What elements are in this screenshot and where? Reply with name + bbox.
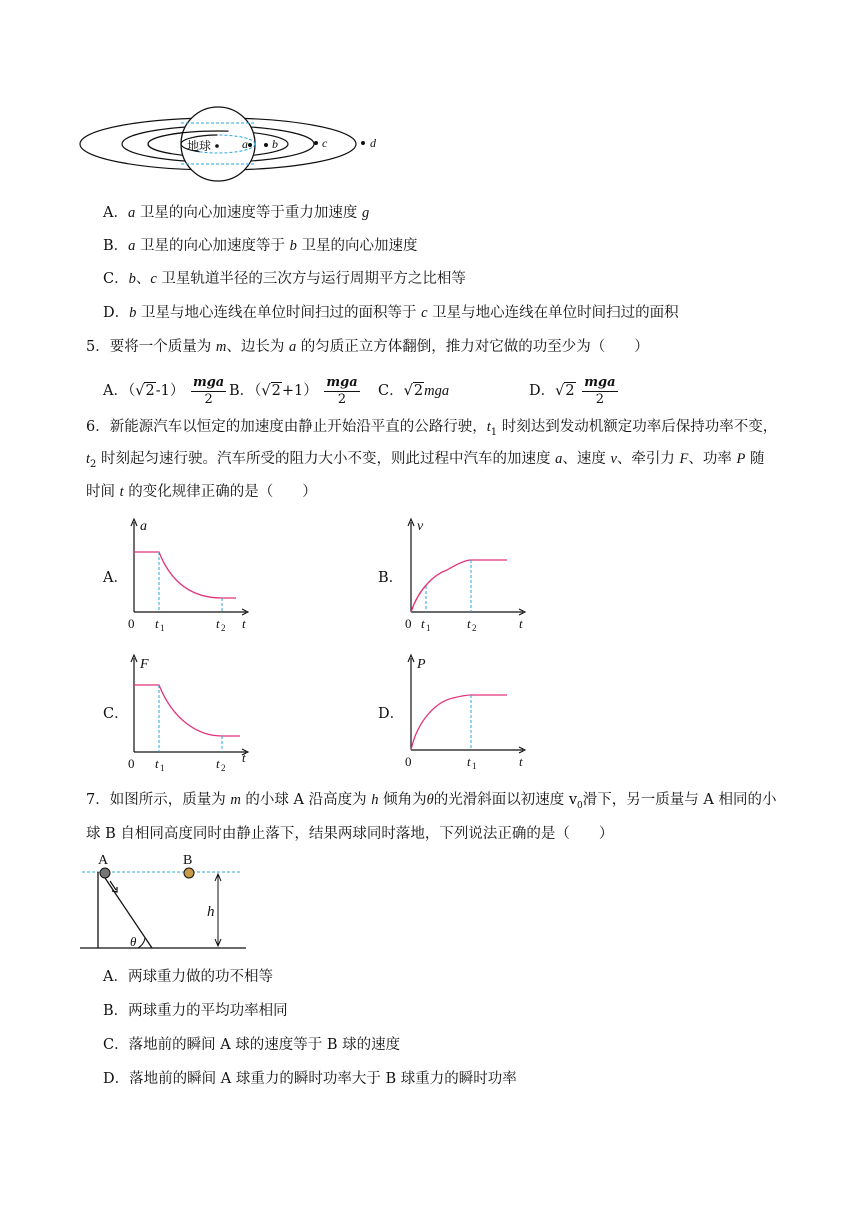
svg-text:1: 1 [160,623,165,633]
q4-option-d[interactable]: D．b 卫星与地心连线在单位时间扫过的面积等于 c 卫星与地心连线在单位时间扫过的面积 [103,305,679,321]
svg-text:1: 1 [426,623,431,633]
q7-option-b[interactable]: B．两球重力的平均功率相同 [103,1003,288,1019]
q6-graph-b[interactable] [395,516,535,636]
orbit-label-a: a [242,137,248,151]
svg-text:0: 0 [128,616,135,631]
q7-incline-figure [76,850,256,954]
q5-option-d[interactable]: D．√2 $\frac{\text{mga}}{2}$ [529,374,616,407]
q6-stem-line1: 6．新能源汽车以恒定的加速度由静止开始沿平直的公路行驶，$t_1$ 时刻达到发动机额定功率后保持功率不变， [86,419,778,438]
svg-text:0: 0 [128,756,135,771]
q7-stem-line1: 7．如图所示，质量为 m 的小球 A 沿高度为 h 倾角为θ的光滑斜面以初速度 $v_0$滑下，另一质量与 A 相同的小 [86,792,777,811]
svg-text:F: F [140,657,149,672]
svg-text:t: t [519,616,523,631]
q6-graph-a[interactable] [118,516,258,636]
q5-stem: 5．要将一个质量为 m、边长为 a 的匀质正立方体翻倒，推力对它做的功至少为（ ） [86,339,649,355]
svg-text:t: t [242,750,246,765]
svg-text:t: t [421,616,425,631]
q5-option-b[interactable]: B．（√2+1） $\frac{\text{mga}}{2}$ [229,374,358,407]
svg-text:t: t [467,754,471,769]
q6-graph-d[interactable] [395,652,535,772]
svg-text:1: 1 [472,761,477,771]
svg-text:t: t [155,756,159,771]
q4-option-c[interactable]: C．b、c 卫星轨道半径的三次方与运行周期平方之比相等 [103,271,466,287]
orbit-figure [76,106,396,188]
q5-option-c[interactable]: C．√2mga [378,383,450,399]
svg-text:t: t [155,616,159,631]
svg-text:P: P [417,657,426,672]
q6-option-c-letter[interactable]: C． [103,706,129,722]
orbit-label-b: b [272,137,278,151]
svg-text:t: t [216,756,220,771]
q5-option-a[interactable]: A．（√2-1） $\frac{\text{mga}}{2}$ [103,374,225,407]
q6-option-b-letter[interactable]: B． [378,570,404,586]
svg-text:t: t [519,754,523,769]
q6-stem-line3: 时间 t 的变化规律正确的是（ ） [86,484,317,500]
svg-text:2: 2 [472,623,477,633]
q7-stem-line2: 球 B 自相同高度同时由静止落下，结果两球同时落地，下列说法正确的是（ ） [86,826,614,842]
q4-option-b[interactable]: B．a 卫星的向心加速度等于 b 卫星的向心加速度 [103,238,418,254]
q7-option-a[interactable]: A．两球重力做的功不相等 [103,969,273,985]
q7-label-theta: θ [130,934,137,949]
q6-graph-c[interactable] [118,652,258,776]
q7-label-h: h [207,904,215,920]
q7-option-c[interactable]: C．落地前的瞬间 A 球的速度等于 B 球的速度 [103,1037,401,1053]
orbit-label-d: d [370,136,376,150]
q7-label-a: A [98,853,109,868]
svg-text:t: t [216,616,220,631]
svg-text:a: a [140,519,147,534]
q4-option-a[interactable]: A．a 卫星的向心加速度等于重力加速度 g [103,205,370,221]
q6-option-d-letter[interactable]: D． [378,706,405,722]
orbit-label-c: c [322,136,328,150]
svg-text:t: t [242,616,246,631]
q6-stem-line2: $t_2$ 时刻起匀速行驶。汽车所受的阻力大小不变，则此过程中汽车的加速度 a、速度 v、牵引力 F、功率 P 随 [86,451,765,470]
svg-text:2: 2 [221,623,226,633]
earth-label: 地球 [187,139,212,153]
svg-text:2: 2 [221,763,226,773]
svg-text:1: 1 [160,763,165,773]
svg-text:v: v [417,519,424,534]
q7-label-b: B [183,853,193,868]
q7-option-d[interactable]: D．落地前的瞬间 A 球重力的瞬时功率大于 B 球重力的瞬时功率 [103,1071,517,1087]
q6-option-a-letter[interactable]: A． [103,570,128,586]
svg-text:0: 0 [405,616,412,631]
svg-text:t: t [467,616,471,631]
svg-text:0: 0 [405,754,412,769]
